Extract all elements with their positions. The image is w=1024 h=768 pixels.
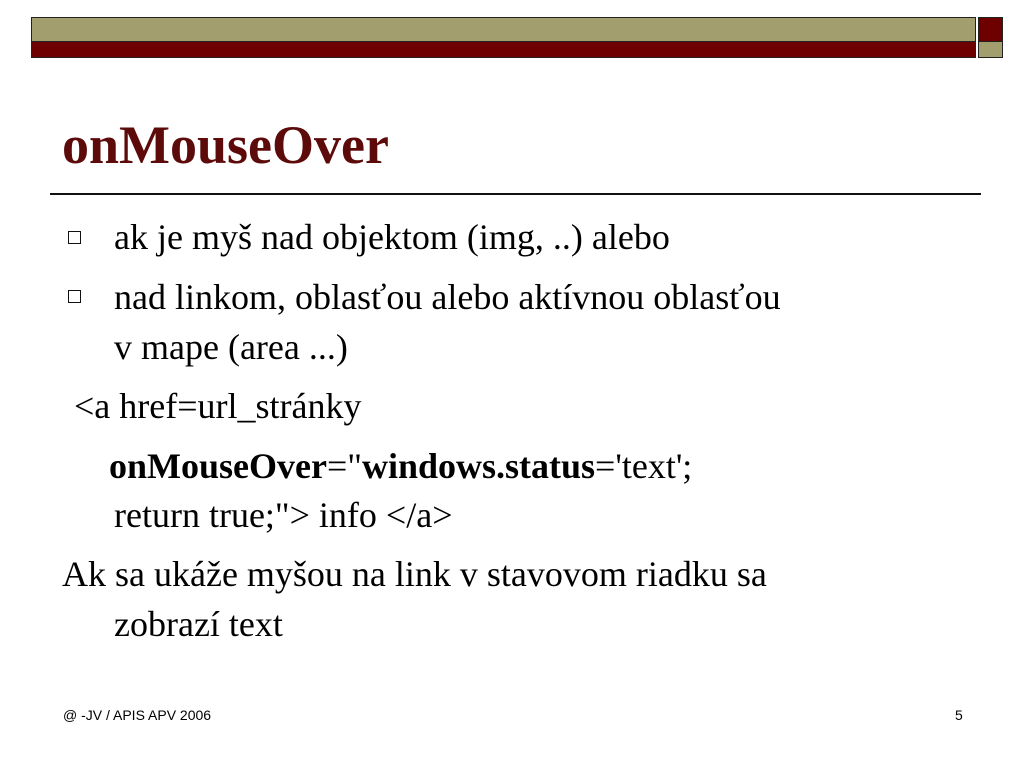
code-attr: onMouseOver <box>109 446 327 486</box>
code-line-3: return true;"> info </a> <box>114 495 453 535</box>
bullet-1-text: ak je myš nad objektom (img, ..) alebo <box>114 217 670 257</box>
code-value: ='text'; <box>595 446 693 486</box>
paragraph-line-1: Ak sa ukáže myšou na link v stavovom riadku sa <box>62 554 767 594</box>
hollow-square-bullet-icon <box>68 290 81 303</box>
code-line-1: <a href=url_stránky <box>74 386 362 426</box>
header-square-red <box>978 17 1003 42</box>
footer-credit: @ -JV / APIS APV 2006 <box>63 707 212 723</box>
bullet-2-line-2: v mape (area ...) <box>114 327 348 367</box>
page-number: 5 <box>955 707 963 723</box>
bullet-2-line-1: nad linkom, oblasťou alebo aktívnou oblasťou <box>114 277 781 317</box>
header-square-olive <box>978 41 1003 58</box>
code-eq-quote: =" <box>326 446 362 486</box>
code-prop: windows.status <box>361 446 596 486</box>
hollow-square-bullet-icon <box>68 231 81 244</box>
header-band-olive <box>31 17 976 42</box>
header-band-red <box>31 41 976 58</box>
paragraph-line-2: zobrazí text <box>114 604 283 644</box>
title-divider <box>50 193 981 195</box>
slide-title: onMouseOver <box>62 115 389 175</box>
code-line-2 <box>109 448 692 484</box>
